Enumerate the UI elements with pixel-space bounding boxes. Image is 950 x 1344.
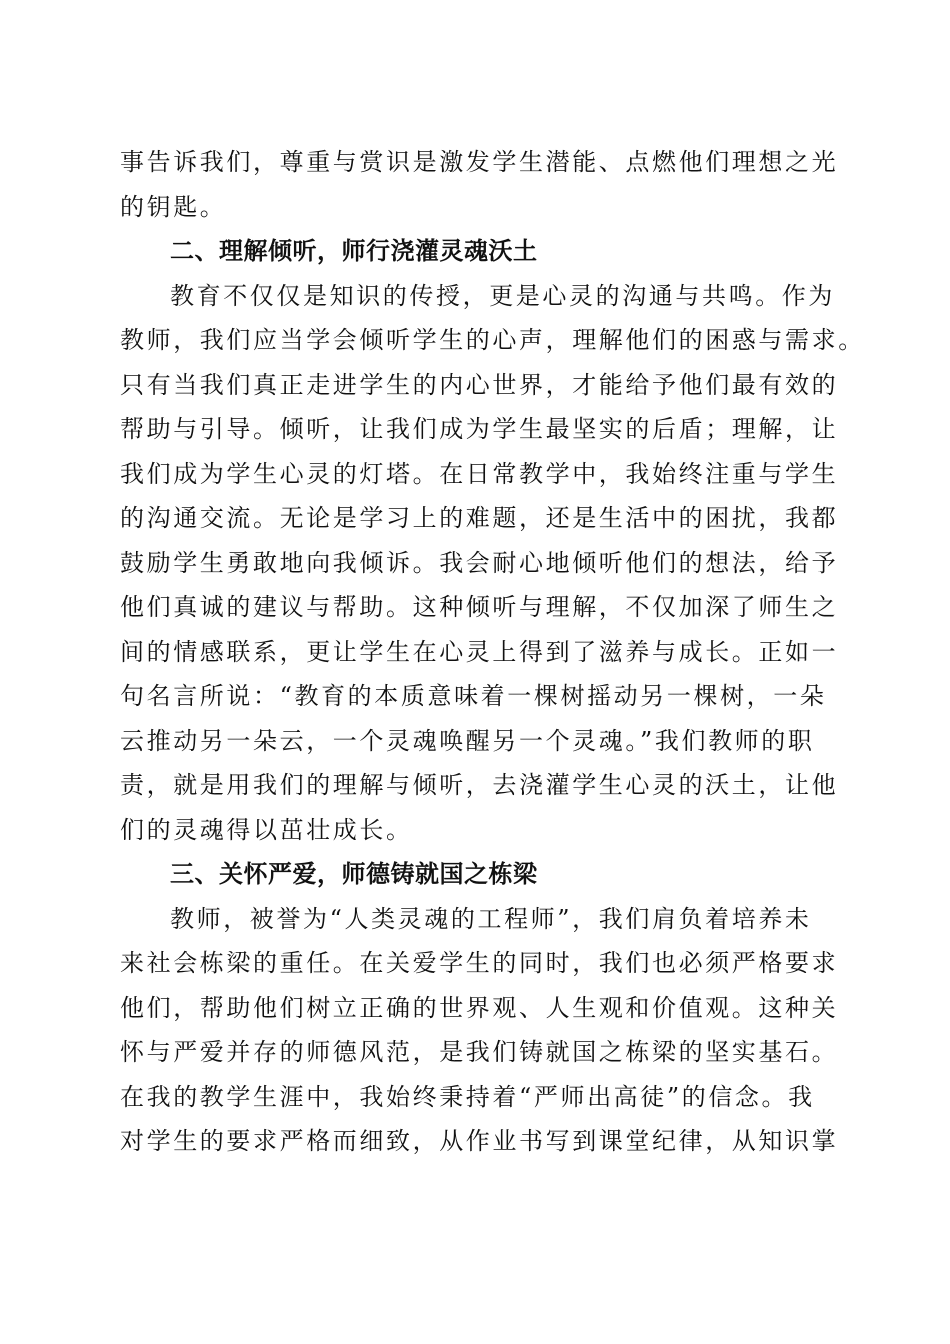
section-3 [120,852,839,1164]
section-heading: 二、理解倾听，师行浇灌灵魂沃土 [170,237,538,265]
paragraph-line: 教师，被誉为“人类灵魂的工程师”，我们肩负着培养未 [170,904,812,933]
paragraph-line: 句名言所说：“教育的本质意味着一棵树摇动另一棵树，一朵 [120,682,827,710]
section-2-paragraph [120,274,865,853]
paragraph-line: 教育不仅仅是知识的传授，更是心灵的沟通与共鸣。作为 [170,281,835,310]
paragraph-line: 们的灵魂得以茁壮成长。 [120,815,413,844]
paragraph-line: 间的情感联系，更让学生在心灵上得到了滋养与成长。正如一 [120,637,839,666]
paragraph-line: 的钥匙。 [120,192,227,221]
section-2 [120,229,865,852]
paragraph-line: 对学生的要求严格而细致，从作业书写到课堂纪律，从知识掌 [120,1127,839,1155]
paragraph-line: 的沟通交流。无论是学习上的难题，还是生活中的困扰，我都 [120,504,839,532]
paragraph-line: 帮助与引导。倾听，让我们成为学生最坚实的后盾；理解，让 [120,415,839,443]
paragraph-line: 我们成为学生心灵的灯塔。在日常教学中，我始终注重与学生 [120,459,839,488]
paragraph-line: 怀与严爱并存的师德风范，是我们铸就国之栋梁的坚实基石。 [120,1038,839,1066]
document-page [120,140,865,1164]
section-3-paragraph [120,897,839,1164]
paragraph-line: 鼓励学生勇敢地向我倾诉。我会耐心地倾听他们的想法，给予 [120,548,839,577]
paragraph-line: 责，就是用我们的理解与倾听，去浇灌学生心灵的沃土，让他 [120,771,839,799]
paragraph-line: 只有当我们真正走进学生的内心世界，才能给予他们最有效的 [120,370,839,399]
paragraph-line: 事告诉我们，尊重与赏识是激发学生潜能、点燃他们理想之光 [120,148,839,176]
paragraph-line: 在我的教学生涯中，我始终秉持着“严师出高徒”的信念。我 [120,1082,815,1111]
intro-paragraph [120,140,839,229]
paragraph-line: 教师，我们应当学会倾听学生的心声，理解他们的困惑与需求。 [120,326,865,354]
paragraph-line: 云推动另一朵云，一个灵魂唤醒另一个灵魂。”我们教师的职 [120,726,815,755]
paragraph-line: 来社会栋梁的重任。在关爱学生的同时，我们也必须严格要求 [120,949,839,977]
section-heading: 三、关怀严爱，师德铸就国之栋梁 [170,860,538,888]
paragraph-line: 他们真诚的建议与帮助。这种倾听与理解，不仅加深了师生之 [120,593,839,621]
paragraph-line: 他们，帮助他们树立正确的世界观、人生观和价值观。这种关 [120,993,839,1022]
